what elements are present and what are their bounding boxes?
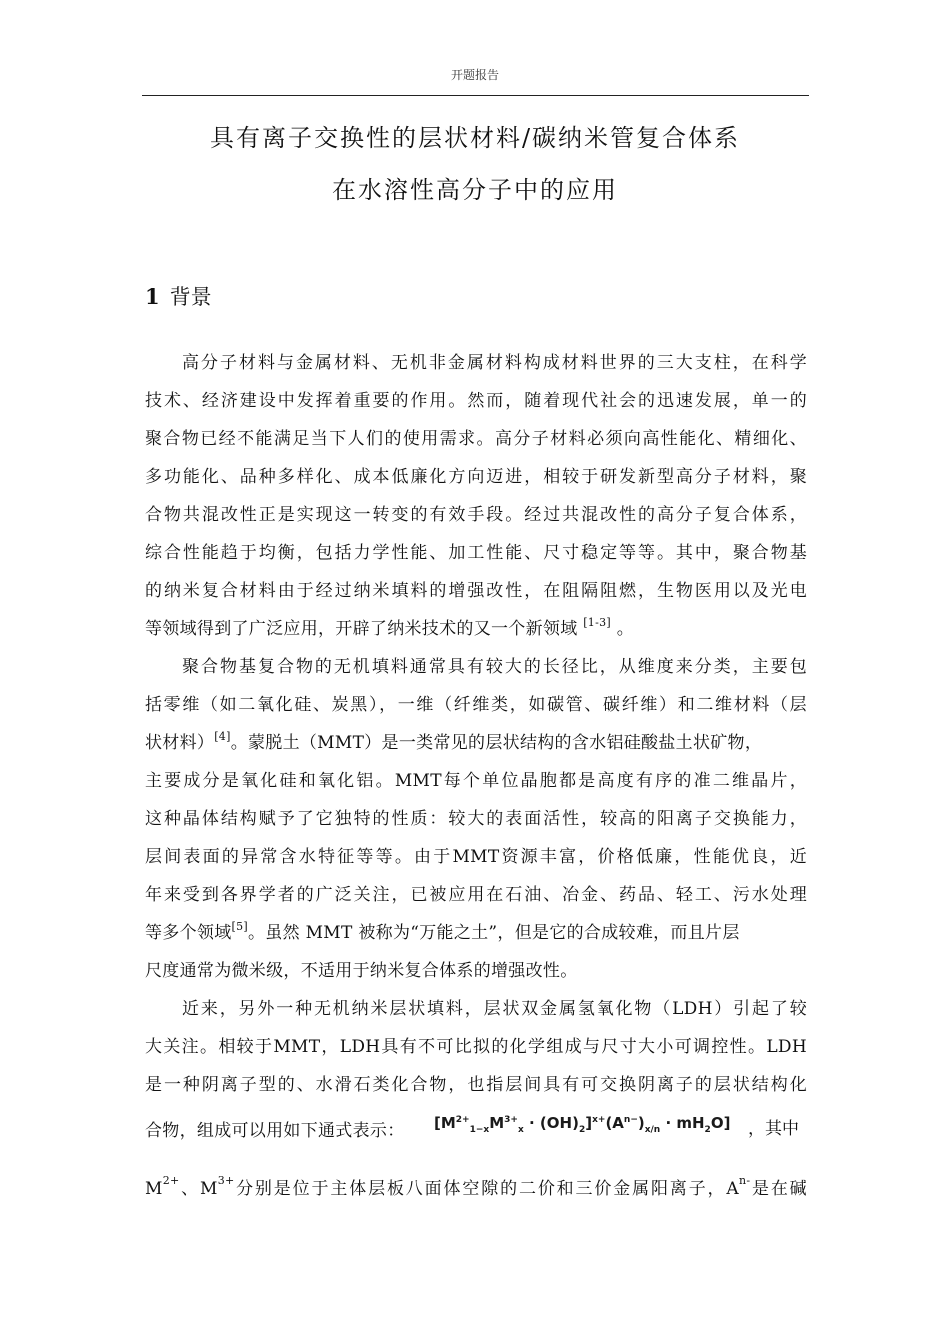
paragraph-3-line: 大关注。相较于MMT，LDH具有不可比拟的化学组成与尺寸大小可调控性。LDH [145,1037,807,1057]
charge-sup: 3+ [217,1174,235,1187]
document-title-line-1: 具有离子交换性的层状材料/碳纳米管复合体系 [209,124,741,152]
formula-sub: 1−x [469,1125,490,1135]
formula-part: · mH [660,1114,705,1132]
paragraph-2-line-8-rest: 。虽然 MMT 被称为“万能之土”，但是它的合成较难，而且片层 [247,923,740,943]
formula-sub: 2 [578,1125,586,1135]
paragraph-3-line-4: 合物，组成可以用如下通式表示： [145,1121,405,1141]
charge-sup: 2+ [162,1174,180,1187]
paragraph-1-line: 的纳米复合材料由于经过纳米填料的增强改性，在阻隔阻燃，生物医用以及光电 [145,581,807,601]
section-title: 背景 [169,285,212,309]
paragraph-2-line: 主要成分是氧化硅和氧化铝。MMT每个单位晶胞都是高度有序的准二维晶片， [145,771,807,791]
paragraph-3-line-5-end: 是在碱 [750,1179,807,1199]
paragraph-1-line: 多功能化、品种多样化、成本低廉化方向迈进，相较于研发新型高分子材料，聚 [145,467,807,487]
citation: [1-3] [583,616,612,629]
formula-part: O] [710,1114,731,1132]
paragraph-3-line-4-after: ，其中 [748,1119,799,1139]
paragraph-2-line-3-rest: 。蒙脱土（MMT）是一类常见的层状结构的含水铝硅酸盐土状矿物， [230,733,763,753]
paragraph-2-line: 层间表面的异常含水特征等等。由于MMT资源丰富，价格低廉，性能优良，近 [145,847,807,867]
separator: 、 [179,1179,200,1199]
formula-sup: 2+ [455,1115,470,1125]
formula-part: · (OH) [523,1114,579,1132]
formula-sub: x/n [644,1125,661,1135]
paragraph-3-line: 近来，另外一种无机纳米层状填料，层状双金属氢氧化物（LDH）引起了较 [182,999,807,1019]
charge-sup: n- [739,1174,751,1187]
anion-symbol: A [726,1179,739,1199]
citation: [4] [214,730,231,743]
metal-symbol: M [199,1179,218,1199]
header-rule [142,95,809,96]
paragraph-2-line: 括零维（如二氧化硅、炭黑），一维（纤维类，如碳管、碳纤维）和二维材料（层 [145,695,807,715]
paragraph-1-last-line [145,614,807,639]
citation: [5] [231,920,248,933]
ldh-general-formula [434,1114,730,1135]
metal-symbol: M [145,1179,163,1199]
formula-part: M [489,1114,505,1132]
paragraph-1-line: 聚合物已经不能满足当下人们的使用需求。高分子材料必须向高性能化、精细化、 [145,429,807,449]
paragraph-2-line-8 [145,918,807,943]
paragraph-2-line: 这种晶体结构赋予了它独特的性质：较大的表面活性，较高的阳离子交换能力， [145,809,807,829]
formula-part: ] [585,1114,593,1132]
paragraph-1-line: 技术、经济建设中发挥着重要的作用。然而，随着现代社会的迅速发展，单一的 [145,391,807,411]
paragraph-1-line: 合物共混改性正是实现这一转变的有效手段。经过共混改性的高分子复合体系， [145,505,807,525]
paragraph-3-line: 是一种阴离子型的、水滑石类化合物，也指层间具有可交换阴离子的层状结构化 [145,1075,807,1095]
paragraph-2-line: 尺度通常为微米级，不适用于纳米复合体系的增强改性。 [145,961,578,981]
paragraph-1-line: 综合性能趋于均衡，包括力学性能、加工性能、尺寸稳定等等。其中，聚合物基 [145,543,807,563]
formula-sup: 3+ [504,1115,518,1125]
paragraph-2-line-3-text: 状材料） [145,733,215,753]
running-header: 开题报告 [450,68,499,82]
paragraph-2-line-3 [145,728,807,753]
formula-sub: 2 [704,1125,711,1135]
formula-sub: x [517,1125,524,1135]
formula-sup: n− [623,1115,638,1125]
paragraph-3-line-5-text: 分别是位于主体层板八面体空隙的二价和三价金属阳离子， [234,1179,727,1199]
formula-part: (A [605,1114,624,1132]
formula-part: ) [637,1114,645,1132]
paragraph-2-line: 聚合物基复合物的无机填料通常具有较大的长径比，从维度来分类，主要包 [182,657,807,677]
paragraph-2-line: 年来受到各界学者的广泛关注，已被应用在石油、冶金、药品、轻工、污水处理 [145,885,807,905]
section-heading [145,281,212,311]
document-title-line-2: 在水溶性高分子中的应用 [332,176,618,204]
paragraph-1-last-text: 等领域得到了广泛应用，开辟了纳米技术的又一个新领域 [145,619,578,639]
section-number: 1 [145,284,160,309]
paragraph-3-line-5 [145,1174,807,1199]
formula-sup: x+ [592,1115,606,1125]
formula-part: [M [434,1114,456,1132]
paragraph-1-line: 高分子材料与金属材料、无机非金属材料构成材料世界的三大支柱，在科学 [182,353,807,373]
paragraph-2-line-8-text: 等多个领域 [145,923,232,943]
paragraph-1-last-end: 。 [616,619,635,639]
